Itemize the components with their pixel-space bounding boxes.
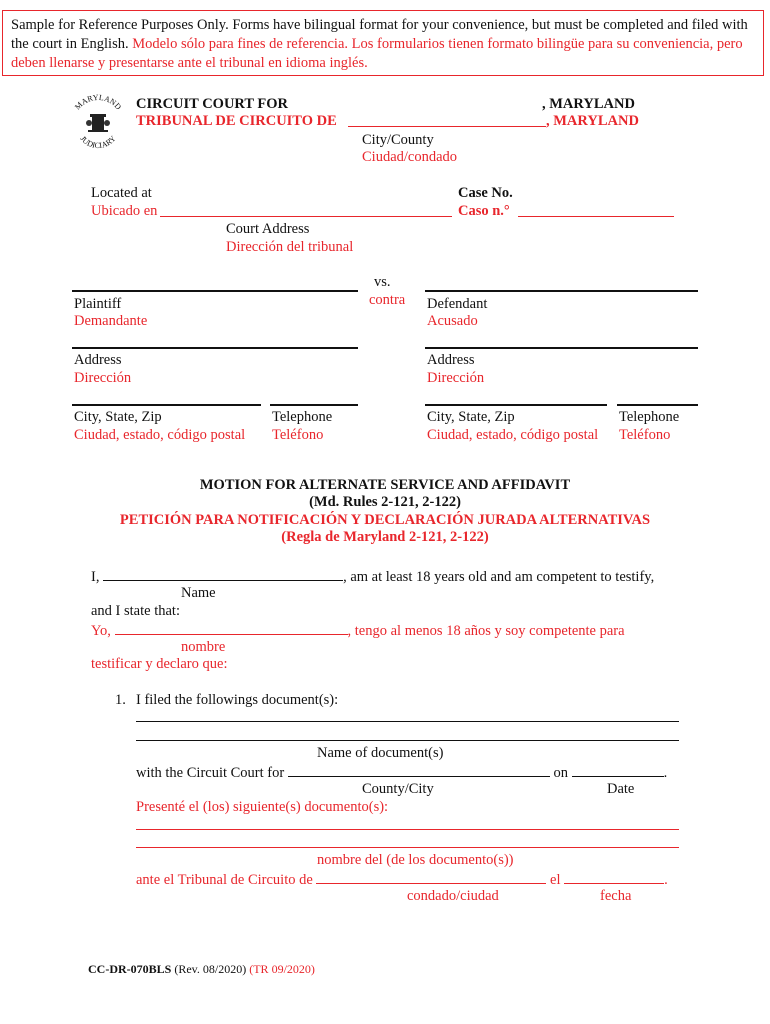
court-county-field[interactable] <box>348 112 546 127</box>
case-no-label-es: Caso n.° <box>458 203 510 219</box>
form-revision: (Rev. 08/2020) <box>174 962 247 976</box>
document-name-line-es-2[interactable] <box>136 847 679 848</box>
affiant-name-field-es[interactable] <box>115 620 348 635</box>
el-label-es: el <box>550 872 561 888</box>
defendant-phone-label-en: Telephone <box>619 409 680 425</box>
title-rules-en: (Md. Rules 2-121, 2-122) <box>309 494 461 510</box>
plaintiff-address-line[interactable] <box>72 347 358 349</box>
defendant-phone-label-es: Teléfono <box>619 427 671 443</box>
with-court-line-en: with the Circuit Court for on . <box>136 762 667 782</box>
i-label-en: I, <box>91 569 100 585</box>
defendant-csz-line[interactable] <box>425 404 607 406</box>
notice-spanish: Modelo sólo para fines de referencia. Los formularios tienen formato bilingüe para su conveniencia, pero deben llenarse y presentarse ante el tribunal en idioma inglés. <box>11 36 743 71</box>
vs-label-es: contra <box>369 292 406 308</box>
plaintiff-name-line[interactable] <box>72 290 358 292</box>
item1-text-en: I filed the followings document(s): <box>136 692 339 708</box>
title-rules-es: (Regla de Maryland 2-121, 2-122) <box>281 529 489 545</box>
date-caption-es: fecha <box>600 888 632 904</box>
reference-notice <box>2 10 764 76</box>
yo-label-es: Yo, <box>91 623 111 639</box>
plaintiff-label-es: Demandante <box>74 313 148 329</box>
defendant-address-line[interactable] <box>425 347 698 349</box>
county-city-caption-es: condado/ciudad <box>407 888 499 904</box>
form-translation-revision: (TR 09/2020) <box>249 962 315 976</box>
state-label-en: , MARYLAND <box>542 96 635 112</box>
court-address-field[interactable] <box>160 202 452 217</box>
located-label-en: Located at <box>91 185 152 201</box>
item1-text-es: Presenté el (los) siguiente(s) documento(s): <box>136 799 389 815</box>
filing-county-field-en[interactable] <box>288 762 550 777</box>
defendant-phone-line[interactable] <box>617 404 698 406</box>
affiant-line-en <box>91 566 654 586</box>
on-label-en: on <box>553 765 568 781</box>
defendant-address-label-en: Address <box>427 352 475 368</box>
filing-date-field-es[interactable] <box>564 869 664 884</box>
maryland-judiciary-seal-icon <box>66 90 130 154</box>
affiant-line-es <box>91 620 625 640</box>
name-caption-es: nombre <box>181 639 226 655</box>
document-name-line-es-1[interactable] <box>136 829 679 830</box>
date-caption-en: Date <box>607 781 635 797</box>
citycounty-label-en: City/County <box>362 132 434 148</box>
court-label-en: CIRCUIT COURT FOR <box>136 96 289 112</box>
with-court-label-en: with the Circuit Court for <box>136 765 285 781</box>
form-id: CC-DR-070BLS <box>88 962 172 976</box>
notice-english: Sample for Reference Purposes Only. Forms have bilingual format for your convenience, but must be completed and filed with the court in English. <box>11 17 748 52</box>
plaintiff-label-en: Plaintiff <box>74 296 122 312</box>
defendant-name-line[interactable] <box>425 290 698 292</box>
plaintiff-phone-label-es: Teléfono <box>272 427 324 443</box>
title-en: MOTION FOR ALTERNATE SERVICE AND AFFIDAVIT <box>199 477 571 493</box>
plaintiff-address-label-es: Dirección <box>74 370 132 386</box>
state-that-en: and I state that: <box>91 603 180 619</box>
vs-label-en: vs. <box>374 274 391 290</box>
court-address-label-es: Dirección del tribunal <box>226 239 354 255</box>
before-court-line-es: ante el Tribunal de Circuito de el . <box>136 869 668 889</box>
defendant-csz-label-es: Ciudad, estado, código postal <box>427 427 599 443</box>
filing-date-field-en[interactable] <box>572 762 664 777</box>
case-no-label-en: Case No. <box>458 185 513 201</box>
doc-name-caption-en: Name of document(s) <box>317 745 444 761</box>
filing-county-field-es[interactable] <box>316 869 546 884</box>
court-label-es: TRIBUNAL DE CIRCUITO DE <box>136 113 337 129</box>
name-caption-en: Name <box>181 585 216 601</box>
document-name-line-2[interactable] <box>136 740 679 741</box>
doc-name-caption-es: nombre del (de los documento(s)) <box>317 852 514 868</box>
defendant-label-en: Defendant <box>427 296 488 312</box>
title-es: PETICIÓN PARA NOTIFICACIÓN Y DECLARACIÓN JURADA ALTERNATIVAS <box>119 512 651 528</box>
testify-es: testificar y declaro que: <box>91 656 228 672</box>
affiant-name-field-en[interactable] <box>103 566 343 581</box>
form-footer <box>88 962 315 977</box>
svg-text:JUDICIARY: JUDICIARY <box>78 134 118 151</box>
plaintiff-address-label-en: Address <box>74 352 122 368</box>
citycounty-label-es: Ciudad/condado <box>362 149 458 165</box>
item1-number: 1. <box>115 692 126 708</box>
svg-text:MARYLAND: MARYLAND <box>73 92 124 112</box>
plaintiff-csz-label-es: Ciudad, estado, código postal <box>74 427 246 443</box>
located-label-es: Ubicado en <box>91 203 158 219</box>
county-city-caption-en: County/City <box>362 781 434 797</box>
age-statement-en: , am at least 18 years old and am competent to testify, <box>343 569 655 585</box>
plaintiff-phone-label-en: Telephone <box>272 409 333 425</box>
defendant-address-label-es: Dirección <box>427 370 485 386</box>
state-label-es: , MARYLAND <box>546 113 639 129</box>
plaintiff-phone-line[interactable] <box>270 404 358 406</box>
court-address-label-en: Court Address <box>226 221 310 237</box>
defendant-csz-label-en: City, State, Zip <box>427 409 515 425</box>
age-statement-es: , tengo al menos 18 años y soy competente para <box>347 623 625 639</box>
plaintiff-csz-label-en: City, State, Zip <box>74 409 162 425</box>
plaintiff-csz-line[interactable] <box>72 404 261 406</box>
defendant-label-es: Acusado <box>427 313 478 329</box>
case-number-field[interactable] <box>518 202 674 217</box>
document-name-line-1[interactable] <box>136 721 679 722</box>
before-court-label-es: ante el Tribunal de Circuito de <box>136 872 313 888</box>
